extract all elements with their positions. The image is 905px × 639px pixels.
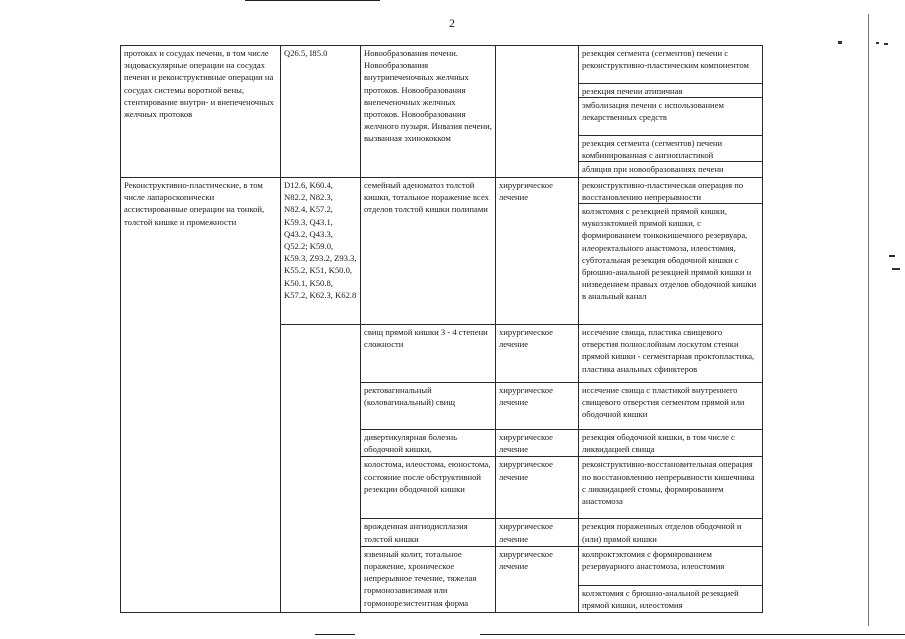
method-item: иссечение свища, пластика свищевого отверстия полнослойным лоскутом стенки прямой кишки - сегментарная проктопластика, пластика анальных сфинктеров <box>582 327 755 374</box>
methods-cell <box>579 519 763 546</box>
codes-cell <box>281 325 361 613</box>
methods-cell <box>579 178 763 325</box>
scan-artifact-mark <box>876 42 879 44</box>
codes-cell: D12.6, K60.4, N82.2, N82.3, N82.4, K57.2, K59.3, Q43.1, Q43.2, Q43.3, Q52.2; K59.0, K59.3, Z93.2, Z93.3, K55.2, K51, K50.0, K50.1, K50.8, K57.2, K62.3, K62.8 <box>281 178 361 325</box>
treatment-type-cell: хирургическое лечение <box>496 178 579 325</box>
method-item: реконструктивно-пластическая операция по восстановлению непрерывности <box>579 178 762 204</box>
treatment-type-cell: хирургическое лечение <box>496 325 579 383</box>
table-row <box>121 178 763 325</box>
method-item: колэктомия с резекцией прямой кишки, мукозэктомией прямой кишки, с формированием тонкокишечного резервуара, илеоректального анастомоза, илеостомия, субтотальная резекция ободочной кишки с брюшно-анальной резекцией прямой кишки и низведением правых отделов ободочной кишки в анальный канал <box>582 206 757 302</box>
scan-artifact-bottom-line-right <box>480 634 905 635</box>
scan-artifact-mark <box>889 255 895 257</box>
methods-cell <box>579 383 763 430</box>
method-item: абляция при новообразованиях печени <box>582 164 724 174</box>
scan-artifact-mark <box>884 43 888 45</box>
medical-procedures-table <box>120 45 763 613</box>
codes-cell: Q26.5, I85.0 <box>281 46 361 178</box>
treatment-type-cell <box>496 46 579 178</box>
scan-artifact-right-edge <box>868 14 869 626</box>
table-row <box>121 46 763 178</box>
diagnosis-cell: врожденная ангиодисплазия толстой кишки <box>361 519 496 546</box>
diagnosis-cell: свищ прямой кишки 3 - 4 степени сложности <box>361 325 496 383</box>
diagnosis-cell: язвенный колит, тотальное поражение, хроническое непрерывное течение, тяжелая гормонозависимая или гормонорезистентная форма <box>361 546 496 612</box>
method-item: колпроктэктомия с формированием резервуарного анастомоза, илеостомия <box>579 547 762 586</box>
method-item: колэктомия с брюшно-анальной резекцией прямой кишки, илеостомия <box>582 587 739 611</box>
page-number: 2 <box>449 16 455 30</box>
treatment-type-cell: хирургическое лечение <box>496 383 579 430</box>
diagnosis-cell: дивертикулярная болезнь ободочной кишки, <box>361 430 496 457</box>
treatment-type-cell: хирургическое лечение <box>496 457 579 519</box>
method-item: резекция печени атипичная <box>579 84 762 98</box>
method-item: иссечение свища с пластикой внутреннего свищевого отверстия сегментом прямой или ободочной кишки <box>582 385 745 420</box>
diagnosis-cell: Новообразования печени. Новообразования внутрипеченочных желчных протоков. Новообразования внепеченочных желчных протоков. Новообразования желчного пузыря. Инвазия печени, вызванная эхинококком <box>361 46 496 178</box>
method-item: резекция ободочной кишки, в том числе с ликвидацией свища <box>582 432 735 455</box>
treatment-type-cell: хирургическое лечение <box>496 519 579 546</box>
method-item: реконструктивно-восстановительная операция по восстановлению непрерывности кишечника с ликвидацией стомы, формированием анастомоза <box>582 459 755 507</box>
method-item: резекция пораженных отделов ободочной и (или) прямой кишки <box>582 521 742 544</box>
diagnosis-cell: колостома, илеостома, еюностома, состояние после обструктивной резекции ободочной кишки <box>361 457 496 519</box>
scan-artifact-mark <box>892 268 900 270</box>
section-cell: Реконструктивно-пластические, в том числе лапароскопически ассистированные операции на тонкой, толстой кишке и промежности <box>121 178 281 613</box>
diagnosis-cell: ректовагинальный (коловагинальный) свищ <box>361 383 496 430</box>
methods-cell <box>579 325 763 383</box>
methods-cell <box>579 546 763 612</box>
scan-artifact-bottom-line-left <box>315 634 355 635</box>
method-item: резекция сегмента (сегментов) печени с реконструктивно-пластическим компонентом <box>579 46 762 84</box>
section-cell: протоках и сосудах печени, в том числе эндоваскулярные операции на сосудах печени и реконструктивные операции на сосудах системы воротной вены, стентирование внутри- и внепеченочных желчных протоков <box>121 46 281 178</box>
methods-cell <box>579 430 763 457</box>
scan-artifact-top-line <box>245 0 380 1</box>
methods-cell <box>579 457 763 519</box>
methods-cell <box>579 46 763 178</box>
scan-artifact-mark <box>838 41 842 44</box>
treatment-type-cell: хирургическое лечение <box>496 430 579 457</box>
treatment-type-cell: хирургическое лечение <box>496 546 579 612</box>
method-item: резекция сегмента (сегментов) печени комбинированная с ангиопластикой <box>579 136 762 162</box>
method-item: эмболизация печени с использованием лекарственных средств <box>579 98 762 136</box>
diagnosis-cell: семейный аденоматоз толстой кишки, тотальное поражение всех отделов толстой кишки полипами <box>361 178 496 325</box>
